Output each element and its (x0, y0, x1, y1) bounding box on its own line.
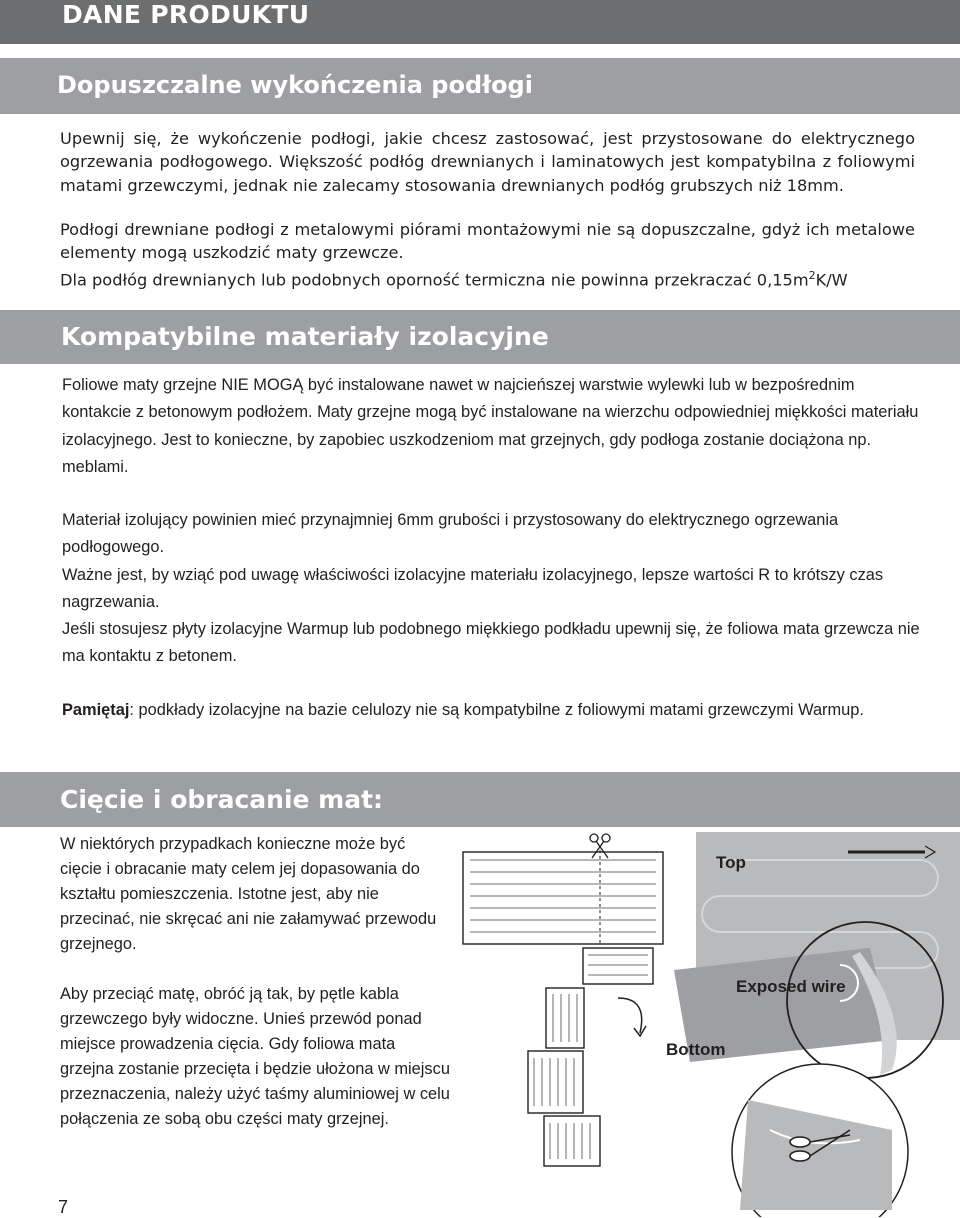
label-bottom: Bottom (666, 1040, 726, 1059)
finishes-paragraph-3 (60, 264, 915, 292)
section-bar-insulation (0, 310, 960, 364)
insulation-note (62, 697, 922, 724)
rotate-arrow (618, 998, 642, 1033)
mat-top-full (463, 852, 663, 944)
finishes-paragraph-2: Podłogi drewniane podłogi z metalowymi piórami montażowymi nie są dopuszczalne, gdyż ich metalowe elementy mogą uszkodzić maty grzewcze. (60, 220, 915, 263)
header-bar (0, 0, 960, 44)
insulation-line-warmup-boards: Jeśli stosujesz płyty izolacyjne Warmup lub podobnego miękkiego podkładu upewnij się, że foliowa mata grzewcza nie ma kontaktu z betonem. (62, 620, 920, 666)
section-bar-cutting (0, 772, 960, 827)
insulation-line-rvalue: Ważne jest, by wziąć pod uwagę właściwości izolacyjne materiału izolacyjnego, lepsze wartości R to krótszy czas nagrzewania. (62, 565, 884, 611)
thermal-resistance-text: Dla podłóg drewnianych lub podobnych oporność termiczna nie powinna przekraczać 0,15m (60, 270, 809, 290)
section-title-finishes: Dopuszczalne wykończenia podłogi (57, 71, 533, 99)
insulation-line-thickness: Materiał izolujący powinien mieć przynajmniej 6mm grubości i przystosowany do elektrycznego ogrzewania podłogowego. (62, 511, 839, 557)
note-text: : podkłady izolacyjne na bazie celulozy nie są kompatybilne z foliowymi matami grzewczymi Warmup. (129, 701, 864, 719)
mat-peel-diagram (660, 830, 960, 1217)
mat-cutting-diagram (458, 828, 678, 1173)
label-top: Top (716, 853, 746, 872)
cutting-paragraph-2: Aby przeciąć matę, obróć ją tak, by pętle kabla grzewczego były widoczne. Unieś przewód ponad miejsce prowadzenia cięcia. Gdy foliowa mata grzejna zostanie przecięta i będzie ułożona w miejscu przeznaczenia, należy użyć taśmy aluminiowej w celu połączenia ze sobą obu części maty grzejnej. (60, 985, 450, 1128)
mat-piece-bottom (544, 1116, 600, 1166)
thermal-resistance-unit: K/W (815, 270, 848, 290)
insulation-paragraph-1: Foliowe maty grzejne NIE MOGĄ być instalowane nawet w najcieńszej warstwie wylewki lub w bezpośrednim kontakcie z betonowym podłożem. Maty grzejne mogą być instalowane na wierzchu odpowiedniej miękkości materiału izolacyjnego. Jest to konieczne, by zapobiec uszkodzeniom mat grzejnych, gdy podłoga zostanie dociążona np. meblami. (62, 376, 919, 476)
cutting-paragraph-1: W niektórych przypadkach konieczne może być cięcie i obracanie maty celem jej dopasowania do kształtu pomieszczenia. Istotne jest, aby nie przecinać, nie skręcać ani nie załamywać przewodu grzejnego. (60, 835, 437, 953)
mat-piece-middle (528, 1051, 583, 1113)
section-title-insulation: Kompatybilne materiały izolacyjne (61, 322, 549, 351)
superscript-2: 2 (808, 269, 816, 282)
note-label: Pamiętaj (62, 701, 130, 719)
finishes-paragraph-1: Upewnij się, że wykończenie podłogi, jakie chcesz zastosować, jest przystosowane do elektrycznego ogrzewania podłogowego. Większość podłóg drewnianych i laminatowych jest kompatybilna z foliowymi matami grzewczymi, jednak nie zalecamy stosowania drewnianych podłóg grubszych niż 18mm. (60, 129, 915, 195)
mat-piece-rotated (546, 988, 584, 1048)
insulation-paragraph-2 (62, 507, 922, 671)
label-exposed-wire: Exposed wire (736, 977, 846, 996)
page-number: 7 (58, 1197, 69, 1217)
section-title-cutting: Cięcie i obracanie mat: (60, 785, 384, 814)
mat-piece-right (583, 948, 653, 984)
section-bar-finishes (0, 58, 960, 114)
header-title: DANE PRODUKTU (62, 0, 310, 29)
